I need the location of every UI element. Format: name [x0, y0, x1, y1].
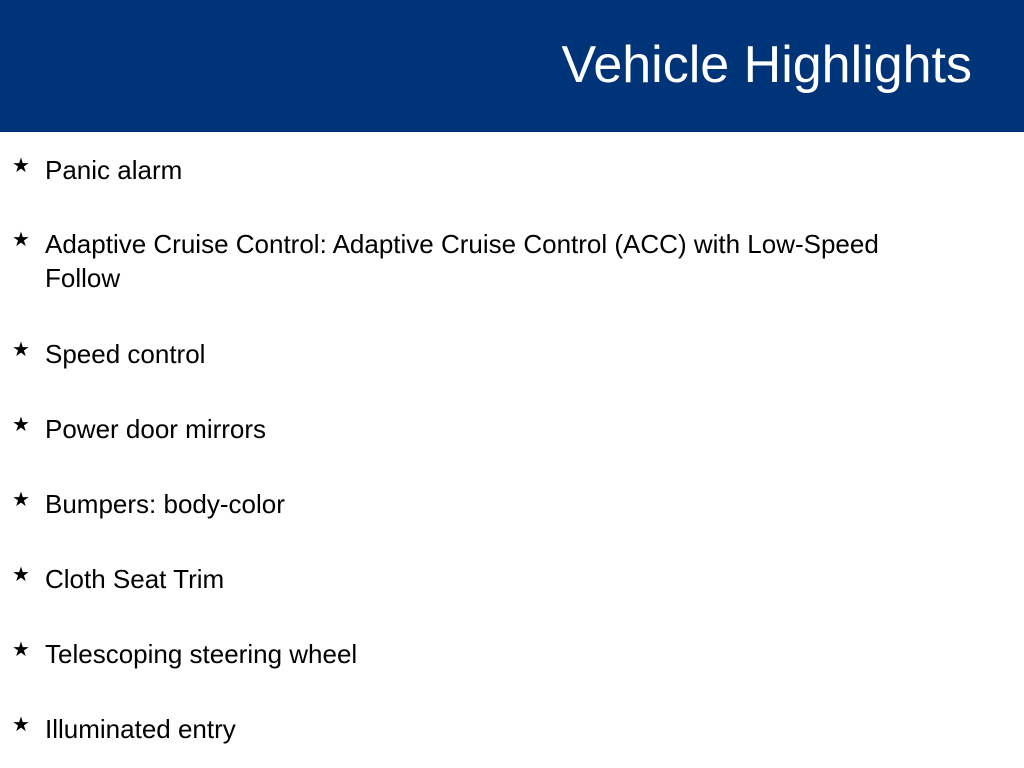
list-item	[12, 712, 972, 746]
list-item	[12, 562, 972, 596]
list-item-text: Power door mirrors	[45, 414, 267, 444]
list-item	[12, 153, 972, 187]
list-item-text: Adaptive Cruise Control: Adaptive Cruise Control (ACC) with Low-Speed Follow	[45, 229, 879, 293]
list-item-text: Bumpers: body-color	[45, 489, 285, 519]
list-item	[12, 637, 972, 671]
star-icon: ★	[12, 339, 30, 361]
list-item-text: Speed control	[45, 339, 206, 369]
list-item	[12, 337, 972, 371]
list-item-text: Cloth Seat Trim	[45, 564, 225, 594]
list-item-text: Panic alarm	[45, 155, 183, 185]
slide-title: Vehicle Highlights	[561, 36, 972, 94]
list-item-text: Telescoping steering wheel	[45, 639, 358, 669]
star-icon: ★	[12, 489, 30, 511]
list-item-text: Illuminated entry	[45, 714, 236, 744]
list-item	[12, 227, 972, 295]
list-item	[12, 412, 972, 446]
star-icon: ★	[12, 564, 30, 586]
star-icon: ★	[12, 714, 30, 736]
star-icon: ★	[12, 229, 30, 251]
star-icon: ★	[12, 155, 30, 177]
star-icon: ★	[12, 414, 30, 436]
star-icon: ★	[12, 639, 30, 661]
list-item	[12, 487, 972, 521]
